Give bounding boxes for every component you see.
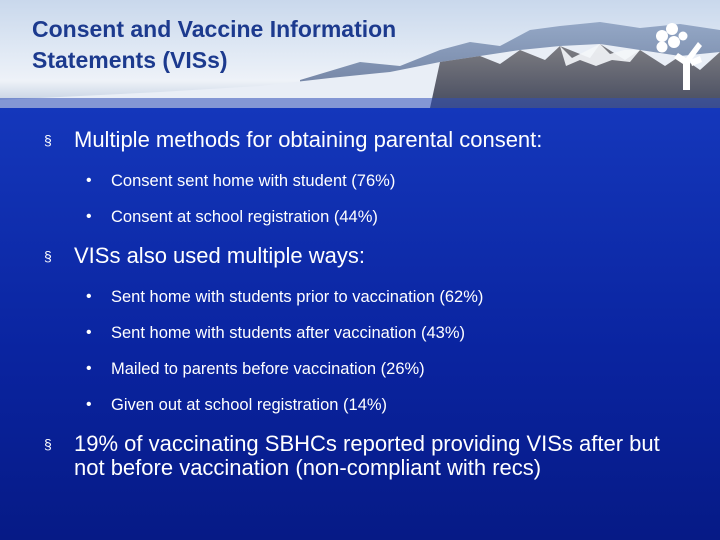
sub-bullet-text: Given out at school registration (14%) bbox=[111, 396, 388, 414]
dot-bullet-icon: • bbox=[86, 324, 92, 341]
sub-bullet-consent-home bbox=[86, 171, 686, 191]
dot-bullet-icon: • bbox=[86, 360, 92, 377]
sub-bullet-text: Sent home with students after vaccination (43%) bbox=[111, 324, 466, 342]
header-banner bbox=[0, 0, 720, 108]
sub-bullet-text: Sent home with students prior to vaccination (62%) bbox=[111, 288, 484, 306]
dot-bullet-icon: • bbox=[86, 396, 92, 413]
title-line-1: Consent and Vaccine Information bbox=[32, 16, 397, 42]
square-bullet-icon: § bbox=[44, 132, 52, 148]
bullet-text: Multiple methods for obtaining parental consent: bbox=[74, 127, 543, 152]
dot-bullet-icon: • bbox=[86, 172, 92, 189]
child-figure-logo-icon bbox=[650, 16, 710, 96]
bullet-vis-usage bbox=[44, 244, 694, 268]
sub-bullet-text: Consent at school registration (44%) bbox=[111, 208, 378, 226]
sub-bullet-prior-vaccination bbox=[86, 287, 686, 307]
sub-bullet-consent-registration bbox=[86, 207, 686, 227]
square-bullet-icon: § bbox=[44, 436, 52, 452]
sub-bullet-after-vaccination bbox=[86, 323, 686, 343]
bullet-non-compliant bbox=[44, 432, 694, 480]
square-bullet-icon: § bbox=[44, 248, 52, 264]
slide-title bbox=[32, 14, 552, 76]
sub-bullet-text: Consent sent home with student (76%) bbox=[111, 172, 396, 190]
dot-bullet-icon: • bbox=[86, 208, 92, 225]
title-line-2: Statements (VISs) bbox=[32, 47, 228, 73]
sub-bullet-registration bbox=[86, 395, 686, 415]
sub-bullet-text: Mailed to parents before vaccination (26%) bbox=[111, 360, 425, 378]
dot-bullet-icon: • bbox=[86, 288, 92, 305]
bullet-text: VISs also used multiple ways: bbox=[74, 243, 366, 268]
sub-bullet-mailed bbox=[86, 359, 686, 379]
bullet-list bbox=[0, 108, 720, 540]
bullet-text: 19% of vaccinating SBHCs reported providing VISs after but not before vaccination (non-compliant with recs) bbox=[74, 431, 660, 480]
bullet-consent-methods bbox=[44, 128, 694, 152]
